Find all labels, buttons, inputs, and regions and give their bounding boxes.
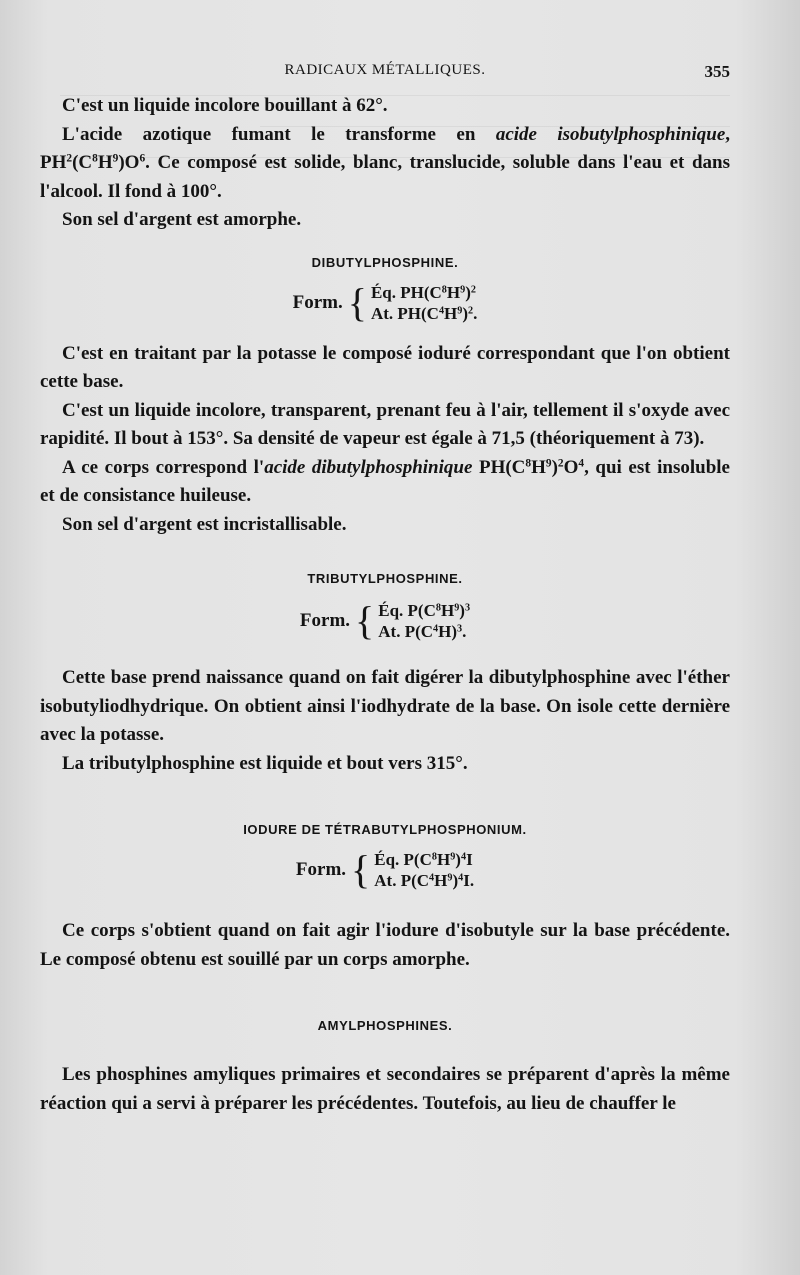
formula-label: Form. bbox=[292, 291, 343, 313]
superscript: 3 bbox=[457, 623, 463, 635]
page-header bbox=[40, 62, 730, 86]
text-run: ) bbox=[455, 850, 461, 869]
text-run: A ce corps correspond l' bbox=[62, 456, 265, 478]
formula-atomic bbox=[378, 621, 470, 642]
superscript: 2 bbox=[66, 152, 73, 165]
formula-equivalent bbox=[371, 282, 477, 303]
paragraph bbox=[40, 397, 730, 454]
text-run: Éq. P(C bbox=[378, 601, 436, 620]
text-run: Son sel d'argent est incristallisable. bbox=[62, 513, 347, 535]
superscript: 4 bbox=[458, 872, 464, 884]
section-heading: AMYLPHOSPHINES. bbox=[317, 1018, 453, 1033]
paragraph bbox=[40, 121, 730, 207]
brace: { bbox=[347, 279, 367, 325]
text-run: H bbox=[436, 850, 451, 869]
paragraph bbox=[40, 1061, 730, 1118]
superscript: 8 bbox=[435, 602, 441, 614]
superscript: 8 bbox=[431, 851, 437, 863]
text-run: H) bbox=[438, 622, 457, 641]
superscript: 8 bbox=[525, 457, 532, 470]
paragraph bbox=[40, 511, 730, 540]
text-run: (C bbox=[72, 152, 93, 173]
superscript: 4 bbox=[460, 851, 467, 863]
text-run: ) bbox=[459, 601, 465, 620]
text-run: At. PH(C bbox=[370, 303, 439, 323]
paragraph bbox=[40, 340, 730, 397]
text-run: H bbox=[531, 456, 546, 478]
formula-equivalent bbox=[378, 600, 470, 621]
text-run: Cette base prend naissance quand on fait digérer la dibutylphosphine avec l'éther isobutyliodhydrique. On obtient ainsi l'iodhydrate de la base. On isole cette dernière avec la potasse. bbox=[40, 667, 730, 745]
text-run: H bbox=[440, 601, 455, 620]
formula-block bbox=[40, 849, 730, 891]
text-run: C'est un liquide incolore, transparent, prenant feu à l'air, tellement il s'oxyde avec rapidité. Il bout à 153°. Sa densité de vapeur est égale à 71,5 (théoriquement à 73). bbox=[40, 399, 730, 449]
superscript: 9 bbox=[457, 304, 463, 316]
superscript: 4 bbox=[429, 872, 435, 884]
brace: { bbox=[355, 598, 375, 643]
text-run: . bbox=[462, 622, 467, 641]
text-run: O bbox=[563, 456, 579, 478]
italic-term: acide isobutylphosphinique bbox=[495, 123, 726, 145]
text-run: . bbox=[473, 303, 478, 323]
text-run: ) bbox=[462, 303, 469, 323]
text-run: At. P(C bbox=[374, 871, 430, 890]
formula-lines bbox=[374, 849, 474, 891]
superscript: 9 bbox=[447, 872, 453, 884]
paragraph bbox=[40, 206, 730, 235]
formula-label: Form. bbox=[295, 859, 347, 880]
superscript: 3 bbox=[464, 602, 471, 614]
section-heading: TRIBUTYLPHOSPHINE. bbox=[307, 571, 463, 586]
text-run: C'est en traitant par la potasse le composé ioduré correspondant que l'on obtient cette base. bbox=[40, 342, 730, 392]
text-run: L'acide azotique fumant le transforme en bbox=[62, 123, 496, 145]
text-run: La tributylphosphine est liquide et bout vers 315°. bbox=[62, 752, 468, 774]
text-run: PH(C bbox=[472, 456, 526, 478]
superscript: 9 bbox=[454, 602, 460, 614]
page-content bbox=[40, 92, 730, 1118]
superscript: 9 bbox=[450, 851, 456, 863]
text-run: , qui est insoluble et de consistance huileuse. bbox=[40, 456, 730, 506]
text-run: Ce corps s'obtient quand on fait agir l'iodure d'isobutyle sur la base précédente. Le composé obtenu est souillé par un corps amorphe. bbox=[40, 920, 730, 970]
paragraph bbox=[40, 750, 730, 779]
formula-equivalent bbox=[374, 849, 474, 870]
text-run: Son sel d'argent est amorphe. bbox=[62, 209, 302, 230]
superscript: 4 bbox=[438, 304, 445, 316]
formula-atomic bbox=[371, 303, 477, 324]
formula-block bbox=[40, 279, 730, 325]
paragraph bbox=[40, 917, 730, 974]
italic-term: acide dibutylphosphinique bbox=[264, 456, 473, 478]
section-heading: DIBUTYLPHOSPHINE. bbox=[311, 254, 459, 270]
paragraph bbox=[40, 92, 730, 121]
superscript: 6 bbox=[139, 152, 146, 165]
text-run: C'est un liquide incolore bouillant à 62°. bbox=[62, 95, 388, 116]
formula-block bbox=[40, 600, 730, 642]
text-run: H bbox=[97, 152, 113, 173]
text-run: Éq. PH(C bbox=[370, 282, 442, 302]
section-heading: IODURE DE TÉTRABUTYLPHOSPHONIUM. bbox=[243, 822, 527, 837]
text-run: H bbox=[434, 871, 448, 890]
formula-lines bbox=[371, 282, 477, 324]
superscript: 9 bbox=[545, 457, 552, 470]
paragraph bbox=[40, 454, 730, 511]
text-run: . Ce composé est solide, blanc, translucide, soluble dans l'eau et dans l'alcool. Il fond à 100°. bbox=[40, 152, 730, 202]
formula-atomic bbox=[374, 870, 474, 891]
paragraph bbox=[40, 664, 730, 750]
superscript: 8 bbox=[441, 283, 447, 295]
superscript: 2 bbox=[470, 283, 476, 295]
superscript: 2 bbox=[468, 304, 474, 316]
text-run: At. P(C bbox=[378, 622, 434, 641]
text-run: Les phosphines amyliques primaires et secondaires se préparent d'après la même réaction qui a servi à préparer les précédentes. Toutefois, au lieu de chauffer le bbox=[40, 1064, 730, 1114]
formula-lines bbox=[378, 600, 470, 642]
brace: { bbox=[351, 847, 371, 892]
text-run: ) bbox=[465, 282, 471, 302]
text-run: )O bbox=[118, 152, 140, 173]
page-number: 355 bbox=[704, 62, 730, 81]
text-run: H bbox=[446, 282, 461, 302]
superscript: 4 bbox=[578, 457, 585, 470]
superscript: 8 bbox=[92, 152, 98, 165]
text-run: H bbox=[444, 303, 458, 323]
text-run: ) bbox=[551, 456, 558, 478]
superscript: 9 bbox=[112, 152, 119, 165]
text-run: I. bbox=[463, 871, 475, 890]
text-run: ) bbox=[452, 871, 459, 890]
superscript: 9 bbox=[460, 283, 466, 295]
superscript: 4 bbox=[433, 623, 439, 635]
formula-label: Form. bbox=[299, 610, 351, 631]
running-title: RADICAUX MÉTALLIQUES. bbox=[284, 62, 486, 78]
text-run: Éq. P(C bbox=[374, 850, 432, 869]
text-run: , PH bbox=[40, 123, 731, 173]
superscript: 2 bbox=[557, 457, 564, 470]
text-run: I bbox=[466, 850, 473, 869]
